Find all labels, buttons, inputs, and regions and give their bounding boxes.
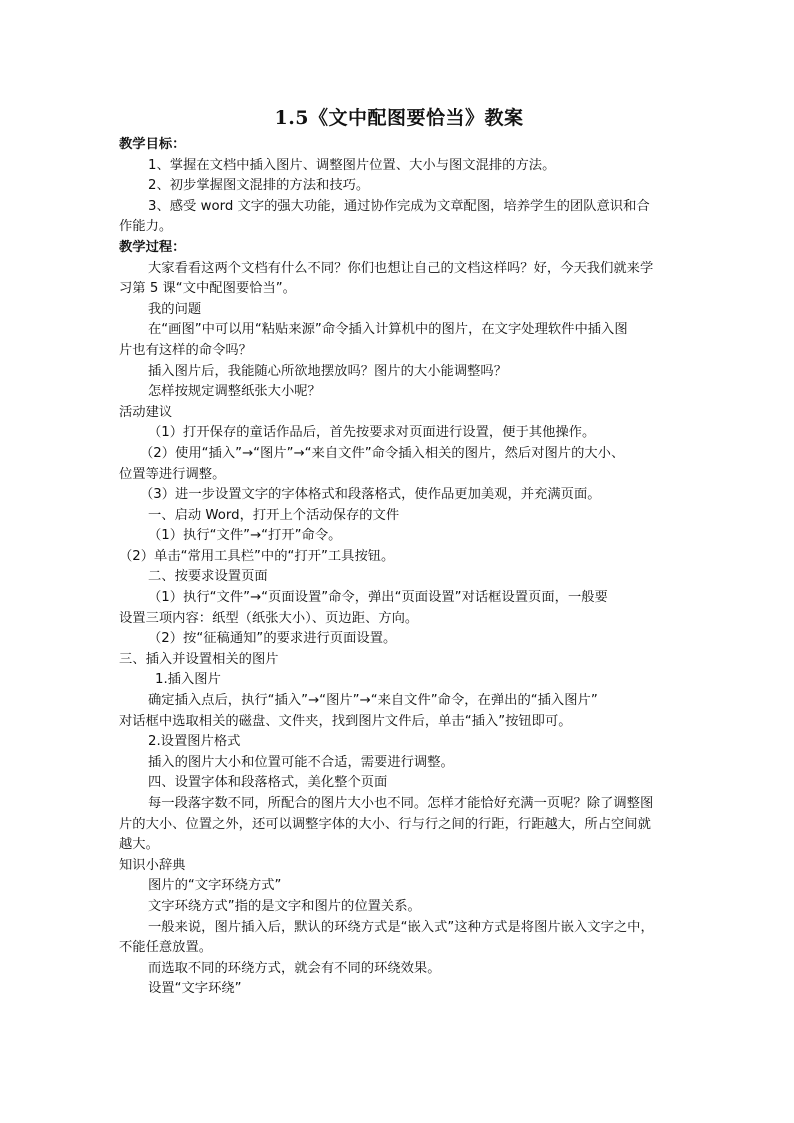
section-heading: 教学过程： <box>119 239 186 255</box>
text-line: 作能力。 <box>119 219 173 235</box>
text-line: 插入图片后，我能随心所欲地摆放吗？图片的大小能调整吗？ <box>148 363 508 379</box>
text-line: 设置“文字环绕” <box>148 981 242 997</box>
text-line: 在“画图”中可以用“粘贴来源”命令插入计算机中的图片，在文字处理软件中插入图 <box>148 322 628 338</box>
text-line: 四、设置字体和段落格式，美化整个页面 <box>148 775 388 791</box>
document-lines <box>119 135 679 1000</box>
text-line: （2）按“征稿通知”的要求进行页面设置。 <box>148 631 397 647</box>
text-line: （1）打开保存的童话作品后，首先按要求对页面进行设置，便于其他操作。 <box>148 425 596 441</box>
text-line: 设置三项内容：纸型（纸张大小）、页边距、方向。 <box>119 610 419 626</box>
text-line: 片的大小、位置之外，还可以调整字体的大小、行与行之间的行距，行距越大，所占空间就 <box>119 816 651 832</box>
section-heading: 教学目标： <box>119 137 186 152</box>
text-line: 而选取不同的环绕方式，就会有不同的环绕效果。 <box>148 960 441 976</box>
text-line: 片也有这样的命令吗？ <box>119 342 252 358</box>
text-line: 活动建议 <box>119 404 173 420</box>
text-line: 知识小辞典 <box>119 857 186 873</box>
text-line: 大家看看这两个文档有什么不同？你们也想让自己的文档这样吗？好，今天我们就来学 <box>148 260 654 276</box>
text-line: 怎样按规定调整纸张大小呢？ <box>148 384 321 400</box>
text-line: 我的问题 <box>148 301 202 317</box>
text-line: 一、启动 Word，打开上个活动保存的文件 <box>148 507 400 523</box>
text-line: 对话框中选取相关的磁盘、文件夹，找到图片文件后，单击“插入”按钮即可。 <box>119 713 572 729</box>
text-line: 每一段落字数不同，所配合的图片大小也不同。怎样才能恰好充满一页呢？除了调整图 <box>148 796 654 811</box>
text-line: 习第 5 课“文中配图要恰当”。 <box>119 281 296 297</box>
text-line: 2.设置图片格式 <box>148 734 241 750</box>
text-line: 2、初步掌握图文混排的方法和技巧。 <box>148 178 370 194</box>
text-line: （1）执行“文件”→“页面设置”命令，弹出“页面设置”对话框设置页面，一般要 <box>148 590 608 606</box>
text-line: 越大。 <box>119 837 159 853</box>
text-line: 确定插入点后，执行“插入”→“图片”→“来自文件”命令，在弹出的“插入图片” <box>148 693 598 709</box>
text-line: （3）进一步设置文字的字体格式和段落格式，使作品更加美观，并充满页面。 <box>140 487 601 503</box>
text-line: （2）使用“插入”→“图片”→“来自文件”命令插入相关的图片，然后对图片的大小、 <box>140 445 625 461</box>
text-line: 一般来说，图片插入后，默认的环绕方式是“嵌入式”这种方式是将图片嵌入文字之中， <box>148 919 654 935</box>
text-line: 插入的图片大小和位置可能不合适，需要进行调整。 <box>148 754 454 770</box>
text-line: 三、插入并设置相关的图片 <box>119 651 279 667</box>
text-line: 位置等进行调整。 <box>119 466 226 482</box>
text-line: （1）执行“文件”→“打开”命令。 <box>148 528 342 544</box>
text-line: 图片的“文字环绕方式” <box>148 878 282 894</box>
text-line: 文字环绕方式”指的是文字和图片的位置关系。 <box>148 898 421 914</box>
text-line: 二、按要求设置页面 <box>148 569 268 585</box>
text-line: 3、感受 word 文字的强大功能，通过协作完成为文章配图，培养学生的团队意识和合 <box>148 198 650 214</box>
document-title: 1.5《文中配图要恰当》教案 <box>274 107 524 129</box>
text-line: （2）单击“常用工具栏”中的“打开”工具按钮。 <box>119 548 395 564</box>
text-line: 不能任意放置。 <box>119 940 213 956</box>
text-line: 1.插入图片 <box>155 672 221 688</box>
text-line: 1、掌握在文档中插入图片、调整图片位置、大小与图文混排的方法。 <box>148 157 556 173</box>
document-body <box>119 104 679 1000</box>
